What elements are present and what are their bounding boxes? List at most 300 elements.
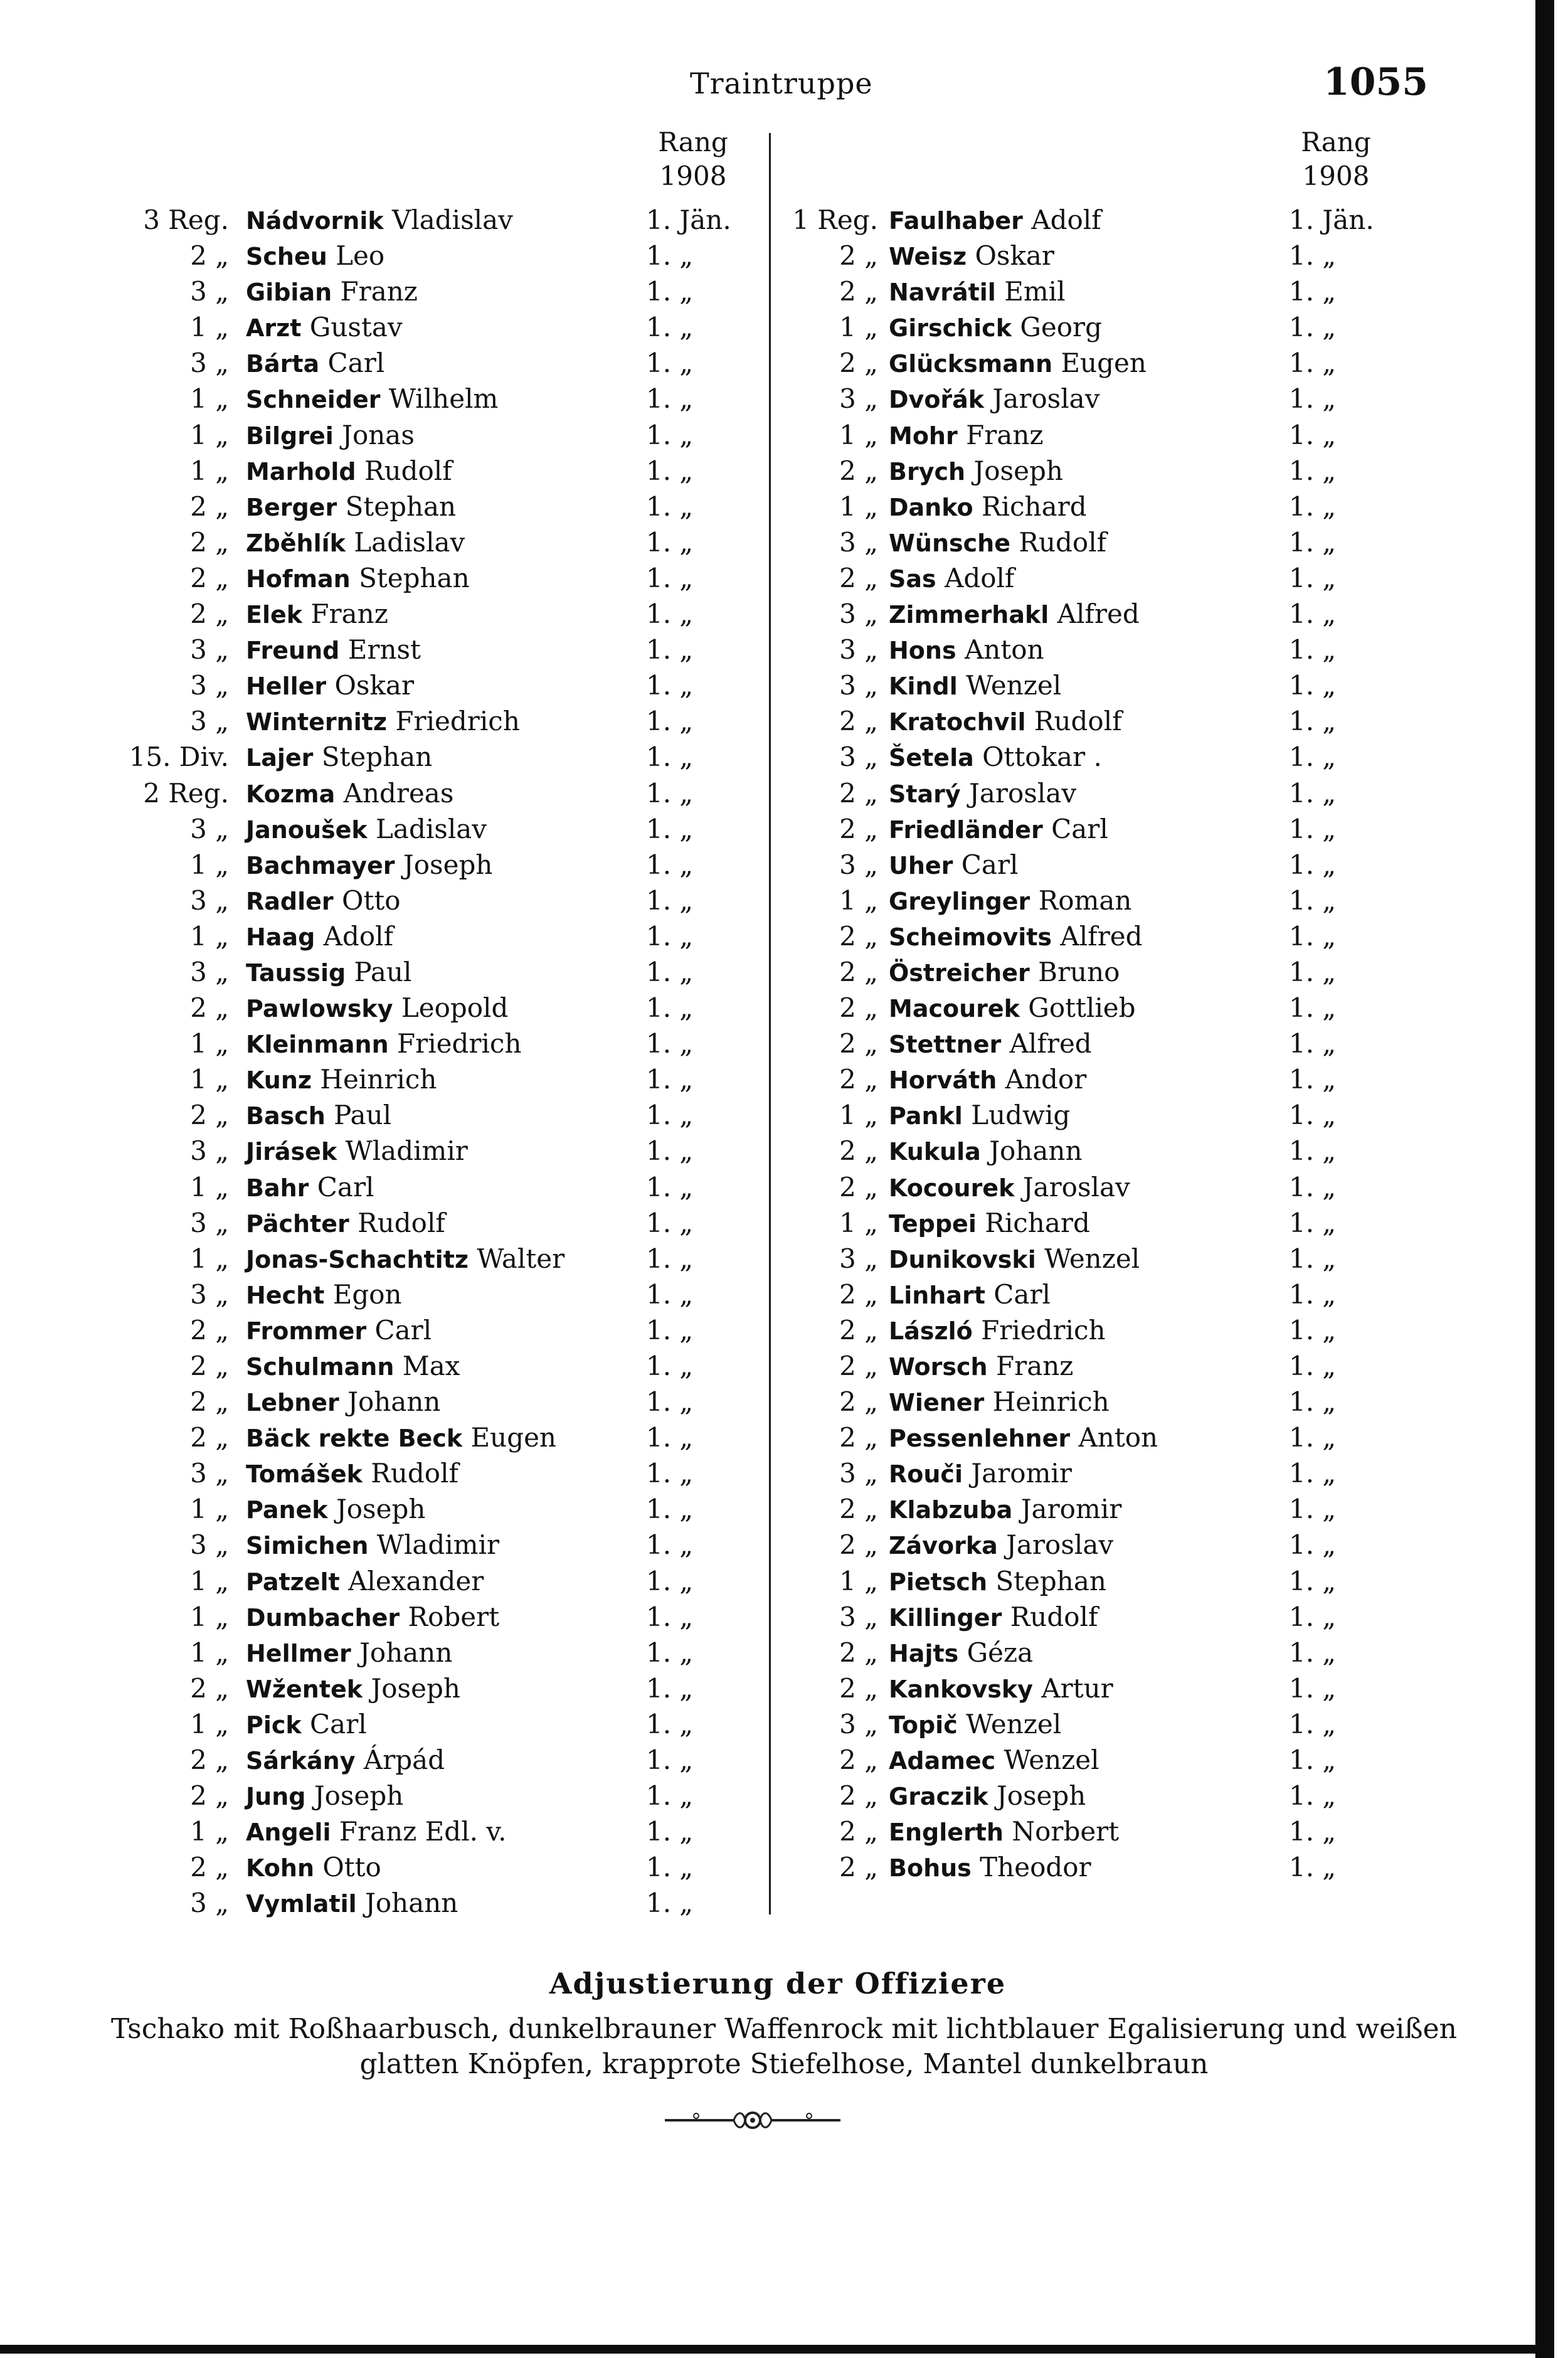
rank-date: 1. „ — [1289, 1100, 1337, 1131]
rank-date: 1. „ — [646, 1529, 694, 1561]
given-name: Alexander — [348, 1565, 484, 1596]
officer-name — [246, 1277, 402, 1314]
rang-year: 1908 — [659, 161, 727, 191]
rank-date: 1. „ — [1289, 1494, 1337, 1525]
officer-name — [246, 1169, 374, 1206]
officer-name — [889, 1814, 1119, 1851]
unit-label: 2 „ — [190, 1852, 229, 1883]
list-item — [787, 703, 1414, 739]
surname: Kindl — [889, 672, 958, 701]
rank-date: 1. „ — [646, 1386, 694, 1418]
given-name: Otto — [342, 884, 401, 916]
surname: Janoušek — [246, 815, 368, 844]
given-name: Carl — [374, 1314, 432, 1346]
rank-date: 1. „ — [646, 312, 694, 343]
rank-date: 1. „ — [646, 1064, 694, 1095]
given-name: Leo — [336, 240, 385, 272]
officer-name — [889, 1599, 1098, 1636]
given-name: Johann — [365, 1888, 458, 1919]
officer-name — [889, 1205, 1090, 1242]
unit-label: 2 „ — [190, 1422, 229, 1453]
officer-name — [246, 1026, 522, 1063]
surname: Taussig — [246, 959, 346, 987]
unit-label: 2 „ — [839, 777, 878, 809]
unit-label: 3 „ — [190, 1135, 229, 1167]
list-item — [787, 1169, 1414, 1205]
surname: László — [889, 1317, 973, 1345]
surname: Heller — [246, 672, 327, 701]
surname: Basch — [246, 1102, 326, 1130]
list-item — [107, 990, 765, 1026]
given-name: Franz Edl. v. — [339, 1816, 507, 1847]
given-name: Emil — [1004, 276, 1066, 307]
officer-name — [889, 1133, 1083, 1170]
unit-label: 1 „ — [839, 1565, 878, 1596]
list-item — [107, 739, 765, 775]
given-name: Vladislav — [391, 204, 513, 235]
rank-date: 1. „ — [1289, 1207, 1337, 1238]
list-item — [107, 524, 765, 560]
unit-label: 2 „ — [190, 240, 229, 272]
given-name: Robert — [408, 1601, 500, 1632]
rank-date: 1. „ — [646, 276, 694, 307]
rank-date: 1. „ — [646, 1351, 694, 1381]
officer-list-right — [787, 202, 1414, 1885]
surname: Kleinmann — [246, 1031, 389, 1059]
rank-date: 1. „ — [646, 1852, 694, 1883]
list-item — [787, 1061, 1414, 1097]
unit-label: 3 „ — [190, 1458, 229, 1489]
list-item — [787, 811, 1414, 847]
surname: Scheimovits — [889, 923, 1052, 951]
list-item — [107, 1778, 765, 1814]
list-item — [787, 345, 1414, 381]
officer-name — [246, 596, 388, 633]
list-item — [787, 1455, 1414, 1491]
rank-date: 1. „ — [1289, 634, 1337, 666]
list-item — [107, 1885, 765, 1921]
unit-label: 1 „ — [190, 419, 229, 450]
list-item — [787, 453, 1414, 489]
given-name: Joseph — [973, 455, 1063, 486]
unit-label: 2 „ — [839, 920, 878, 952]
rank-date: 1. „ — [646, 348, 694, 379]
list-item — [107, 489, 765, 524]
surname: Simichen — [246, 1532, 369, 1560]
rank-date: 1. Jän. — [1289, 204, 1374, 235]
unit-label: 2 „ — [839, 276, 878, 307]
list-item — [107, 883, 765, 918]
given-name: Alfred — [1060, 920, 1143, 952]
rank-date: 1. „ — [646, 1816, 694, 1847]
surname: Kunz — [246, 1066, 312, 1095]
surname: Kratochvil — [889, 708, 1026, 736]
surname: Nádvornik — [246, 207, 384, 235]
list-item — [787, 524, 1414, 560]
officer-name — [246, 1670, 460, 1707]
unit-label: 1 „ — [190, 455, 229, 486]
officer-name — [889, 381, 1099, 418]
unit-label: 3 „ — [190, 1888, 229, 1919]
rank-date: 1. „ — [1289, 1171, 1337, 1203]
rank-date: 1. „ — [646, 1672, 694, 1704]
unit-label: 3 „ — [190, 1529, 229, 1561]
unit-label: 2 „ — [839, 706, 878, 737]
unit-label: 1 „ — [190, 1816, 229, 1847]
rank-date: 1. „ — [646, 1888, 694, 1919]
given-name: Andreas — [343, 777, 454, 809]
surname: Gibian — [246, 279, 332, 307]
unit-label: 2 „ — [839, 1745, 878, 1776]
unit-label: 1 „ — [839, 419, 878, 450]
unit-label: 2 „ — [839, 1780, 878, 1812]
officer-name — [246, 489, 456, 526]
list-item — [107, 1599, 765, 1635]
given-name: Richard — [981, 491, 1087, 522]
officer-name — [889, 238, 1054, 275]
rank-date: 1. „ — [1289, 1351, 1337, 1381]
surname: Friedländer — [889, 815, 1043, 844]
given-name: Eugen — [470, 1422, 556, 1453]
given-name: Carl — [317, 1171, 374, 1203]
rank-date: 1. „ — [1289, 598, 1337, 630]
surname: Pawlowsky — [246, 995, 393, 1023]
officer-name — [889, 345, 1147, 382]
surname: Bárta — [246, 350, 320, 378]
surname: Brych — [889, 457, 966, 486]
rank-date: 1. „ — [1289, 741, 1337, 773]
officer-name — [889, 1241, 1140, 1278]
column-divider — [769, 133, 771, 1915]
surname: Panek — [246, 1496, 328, 1524]
officer-name — [246, 990, 508, 1027]
list-item — [107, 1277, 765, 1312]
rank-date: 1. „ — [646, 1100, 694, 1131]
rank-date: 1. „ — [1289, 1422, 1337, 1453]
officer-name — [246, 1742, 445, 1779]
unit-label: 2 „ — [839, 1064, 878, 1095]
list-item — [787, 1563, 1414, 1599]
list-item — [107, 560, 765, 596]
surname: Závorka — [889, 1532, 998, 1560]
list-item — [787, 1814, 1414, 1849]
unit-label: 2 „ — [839, 1529, 878, 1561]
list-item — [107, 632, 765, 667]
officer-name — [889, 202, 1101, 239]
rank-date: 1. „ — [1289, 1278, 1337, 1310]
list-item — [787, 381, 1414, 417]
unit-label: 2 „ — [839, 813, 878, 844]
list-item — [787, 1205, 1414, 1241]
given-name: Carl — [327, 348, 385, 379]
officer-name — [246, 1885, 458, 1922]
surname: Dvořák — [889, 386, 985, 414]
surname: Pick — [246, 1711, 302, 1739]
scan-edge — [1535, 0, 1554, 2358]
list-item — [107, 954, 765, 990]
surname: Englerth — [889, 1819, 1004, 1847]
given-name: Carl — [993, 1278, 1051, 1310]
rank-date: 1. „ — [1289, 992, 1337, 1024]
surname: Linhart — [889, 1281, 985, 1309]
list-item — [787, 560, 1414, 596]
officer-name — [246, 1527, 499, 1564]
officer-name — [889, 309, 1102, 346]
list-item — [787, 1241, 1414, 1277]
surname: Hecht — [246, 1281, 325, 1309]
officer-name — [246, 918, 393, 955]
surname: Hajts — [889, 1639, 959, 1667]
given-name: Friedrich — [395, 706, 520, 737]
surname: Elek — [246, 601, 303, 629]
uniform-section — [75, 1967, 1480, 2082]
officer-name — [246, 1097, 391, 1134]
rank-date: 1. „ — [646, 1745, 694, 1776]
rank-date: 1. „ — [1289, 1529, 1337, 1561]
unit-label: 3 „ — [839, 1458, 878, 1489]
officer-name — [889, 847, 1018, 884]
given-name: Heinrich — [320, 1064, 437, 1095]
surname: Freund — [246, 637, 340, 665]
rank-date: 1. „ — [646, 1565, 694, 1596]
officer-name — [246, 1635, 452, 1672]
given-name: Paul — [334, 1100, 392, 1131]
surname: Hofman — [246, 565, 351, 593]
officer-name — [889, 417, 1044, 454]
given-name: Oskar — [975, 240, 1055, 272]
officer-name — [246, 1814, 506, 1851]
officer-name — [889, 954, 1120, 991]
officer-name — [246, 847, 492, 884]
rank-date: 1. „ — [646, 706, 694, 737]
page-header — [0, 60, 1535, 110]
officer-name — [889, 667, 1061, 704]
rank-date: 1. „ — [646, 849, 694, 880]
rank-date: 1. „ — [1289, 419, 1337, 450]
officer-name — [246, 1384, 440, 1421]
given-name: Gottlieb — [1028, 992, 1136, 1024]
surname: Greylinger — [889, 887, 1030, 915]
list-item — [787, 1527, 1414, 1563]
rank-date: 1. „ — [646, 419, 694, 450]
unit-label: 2 „ — [190, 1672, 229, 1704]
list-item — [107, 1384, 765, 1420]
surname: Schulmann — [246, 1353, 395, 1381]
surname: Pankl — [889, 1102, 963, 1130]
rank-date: 1. „ — [646, 634, 694, 666]
unit-label: 3 „ — [839, 849, 878, 880]
list-item — [107, 811, 765, 847]
surname: Faulhaber — [889, 207, 1023, 235]
surname: Šetela — [889, 744, 974, 772]
unit-label: 1 „ — [839, 491, 878, 522]
list-item — [107, 918, 765, 954]
officer-name — [246, 417, 415, 454]
unit-label: 3 „ — [190, 276, 229, 307]
list-item — [787, 1420, 1414, 1455]
given-name: Adolf — [945, 562, 1015, 593]
given-name: Carl — [1051, 813, 1108, 844]
rank-date: 1. „ — [646, 741, 694, 773]
list-item — [107, 1670, 765, 1706]
surname: Frommer — [246, 1317, 367, 1345]
surname: Sárkány — [246, 1747, 356, 1775]
officer-name — [889, 1455, 1072, 1492]
uniform-text: Tschako mit Roßhaarbusch, dunkelbrauner Waffenrock mit lichtblauer Egalisierung und weißen glatten Knöpfen, krapprote Stiefelhose, Mantel dunkelbraun — [110, 2013, 1457, 2080]
given-name: Eugen — [1061, 348, 1147, 379]
officer-name — [889, 739, 1102, 776]
surname: Uher — [889, 851, 953, 879]
rank-date: 1. „ — [646, 562, 694, 593]
unit-label: 2 „ — [839, 1494, 878, 1525]
officer-name — [246, 1849, 381, 1886]
rank-date: 1. „ — [1289, 348, 1337, 379]
officer-name — [246, 1706, 367, 1743]
surname: Dumbacher — [246, 1603, 400, 1632]
officer-name — [889, 1563, 1106, 1600]
rank-date: 1. „ — [1289, 777, 1337, 809]
surname: Kocourek — [889, 1174, 1015, 1202]
list-item — [107, 1814, 765, 1849]
unit-label: 3 „ — [839, 670, 878, 701]
officer-name — [889, 811, 1108, 848]
rank-date: 1. „ — [1289, 1243, 1337, 1274]
officer-name — [889, 1026, 1092, 1063]
unit-label: 3 „ — [839, 634, 878, 666]
list-item — [107, 417, 765, 453]
officer-name — [889, 596, 1140, 633]
given-name: Rudolf — [1019, 526, 1107, 558]
rank-date: 1. „ — [1289, 1672, 1337, 1704]
rank-date: 1. „ — [1289, 1637, 1337, 1668]
unit-label: 2 „ — [190, 1351, 229, 1381]
list-item — [107, 596, 765, 632]
unit-label: 1 „ — [839, 312, 878, 343]
given-name: Adolf — [323, 920, 394, 952]
surname: Stettner — [889, 1031, 1002, 1059]
rank-date: 1. „ — [646, 455, 694, 486]
unit-label: 2 „ — [839, 1171, 878, 1203]
surname: Wünsche — [889, 529, 1010, 557]
rank-date: 1. „ — [646, 1708, 694, 1739]
scan-edge-bottom — [0, 2345, 1535, 2354]
unit-label: 2 „ — [839, 1278, 878, 1310]
list-item — [107, 202, 765, 238]
officer-name — [246, 632, 421, 669]
list-item — [107, 1133, 765, 1169]
surname: Bahr — [246, 1174, 309, 1202]
unit-label: 3 „ — [190, 348, 229, 379]
surname: Kukula — [889, 1138, 981, 1166]
officer-name — [246, 1420, 556, 1457]
given-name: Artur — [1041, 1672, 1113, 1704]
given-name: Jaromir — [971, 1458, 1072, 1489]
unit-label: 1 „ — [190, 1494, 229, 1525]
officer-name — [246, 1599, 499, 1636]
unit-label: 3 Reg. — [143, 204, 229, 235]
unit-label: 3 „ — [190, 884, 229, 916]
given-name: Anton — [964, 634, 1044, 666]
officer-name — [246, 811, 487, 848]
surname: Mohr — [889, 422, 958, 450]
list-item — [107, 345, 765, 381]
given-name: Wladimir — [345, 1135, 468, 1167]
rank-date: 1. „ — [1289, 1064, 1337, 1095]
surname: Jirásek — [246, 1138, 337, 1166]
given-name: Oskar — [334, 670, 415, 701]
unit-label: 3 „ — [190, 1278, 229, 1310]
rank-date: 1. „ — [1289, 1780, 1337, 1812]
rank-date: 1. „ — [646, 1422, 694, 1453]
rank-date: 1. „ — [1289, 1314, 1337, 1346]
surname: Horváth — [889, 1066, 997, 1095]
unit-label: 1 „ — [190, 312, 229, 343]
unit-label: 2 „ — [190, 992, 229, 1024]
officer-name — [889, 1420, 1158, 1457]
unit-label: 2 Reg. — [143, 777, 229, 809]
given-name: Carl — [961, 849, 1019, 880]
list-item — [787, 1706, 1414, 1742]
officer-name — [889, 274, 1066, 311]
unit-label: 2 „ — [839, 1314, 878, 1346]
given-name: Egon — [332, 1278, 402, 1310]
officer-name — [246, 238, 384, 275]
unit-label: 3 „ — [190, 706, 229, 737]
officer-name — [246, 1455, 458, 1492]
surname: Kozma — [246, 780, 336, 808]
rank-date: 1. „ — [1289, 276, 1337, 307]
officer-name — [889, 1348, 1073, 1385]
unit-label: 3 „ — [190, 956, 229, 987]
officer-name — [889, 1670, 1113, 1707]
surname: Lajer — [246, 744, 314, 772]
surname: Danko — [889, 493, 973, 521]
given-name: Wladimir — [376, 1529, 500, 1561]
surname: Bachmayer — [246, 851, 395, 879]
unit-label: 2 „ — [839, 1351, 878, 1381]
surname: Bohus — [889, 1854, 972, 1883]
officer-name — [246, 1491, 425, 1528]
given-name: Ladislav — [354, 526, 465, 558]
given-name: Wenzel — [966, 1708, 1062, 1739]
unit-label: 2 „ — [839, 1028, 878, 1060]
given-name: Jaroslav — [1006, 1529, 1114, 1561]
rank-date: 1. „ — [646, 491, 694, 522]
given-name: Alfred — [1057, 598, 1140, 630]
surname: Zběhlík — [246, 529, 346, 557]
given-name: Johann — [989, 1135, 1083, 1167]
given-name: Norbert — [1012, 1816, 1120, 1847]
unit-label: 2 „ — [190, 562, 229, 593]
rank-date: 1. „ — [1289, 706, 1337, 737]
surname: Kohn — [246, 1854, 314, 1883]
officer-name — [889, 489, 1087, 526]
unit-label: 1 „ — [190, 1064, 229, 1095]
ornament-icon — [659, 2105, 847, 2136]
rank-date: 1. „ — [1289, 813, 1337, 844]
officer-name — [889, 1849, 1091, 1886]
given-name: Theodor — [980, 1852, 1091, 1883]
unit-label: 2 „ — [190, 1745, 229, 1776]
surname: Bäck rekte Beck — [246, 1425, 463, 1453]
rank-date: 1. „ — [1289, 240, 1337, 272]
given-name: Anton — [1078, 1422, 1158, 1453]
list-item — [787, 1097, 1414, 1133]
officer-name — [889, 918, 1143, 955]
given-name: Wenzel — [1004, 1745, 1099, 1776]
unit-label: 3 „ — [190, 670, 229, 701]
list-item — [787, 1599, 1414, 1635]
